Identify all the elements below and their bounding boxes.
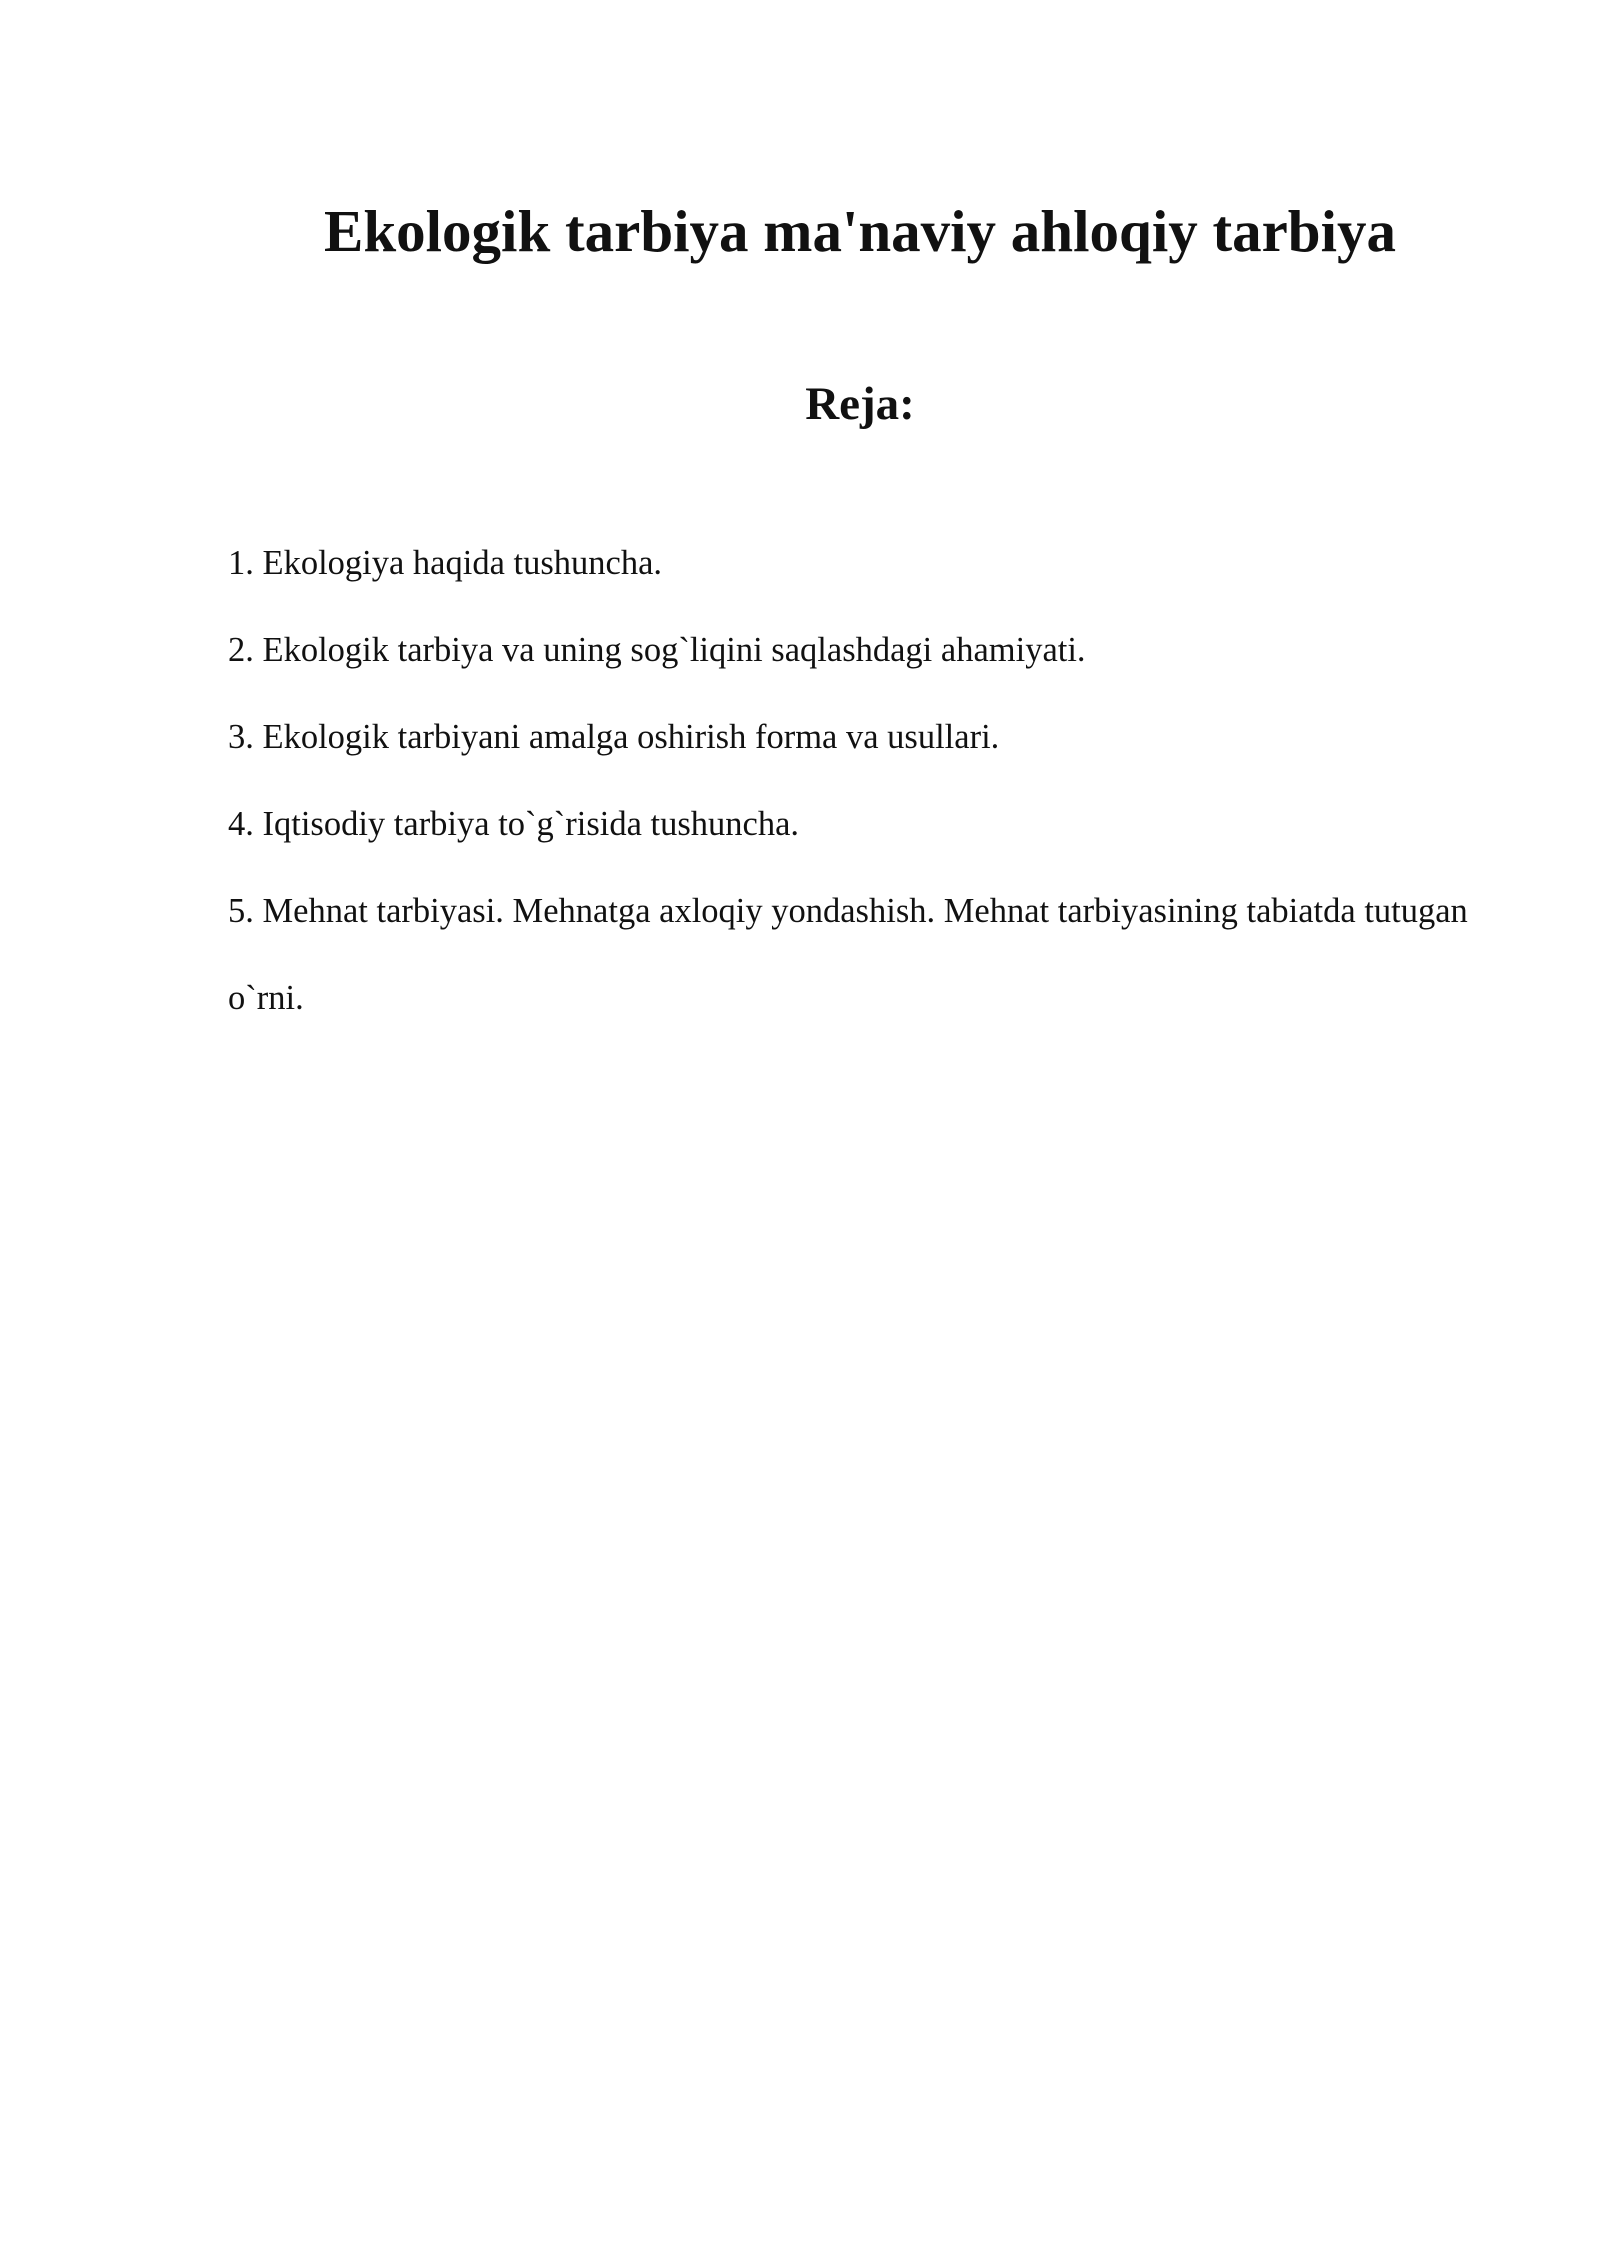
plan-item-2: 2. Ekologik tarbiya va uning sog`liqini saqlashdagi ahamiyati. [228, 631, 1086, 669]
plan-item-4: 4. Iqtisodiy tarbiya to`g`risida tushuncha. [228, 805, 800, 843]
plan-item-1: 1. Ekologiya haqida tushuncha. [228, 544, 663, 582]
plan-heading: Reja: [805, 378, 915, 430]
plan-item-5: 5. Mehnat tarbiyasi. Mehnatga axloqiy yondashish. Mehnat tarbiyasining tabiatda tutugan o`rni. [228, 892, 1468, 1017]
plan-list [228, 520, 1492, 1042]
plan-item-3: 3. Ekologik tarbiyani amalga oshirish forma va usullari. [228, 718, 1000, 756]
page-title: Ekologik tarbiya ma'naviy ahloqiy tarbiya [324, 198, 1396, 264]
